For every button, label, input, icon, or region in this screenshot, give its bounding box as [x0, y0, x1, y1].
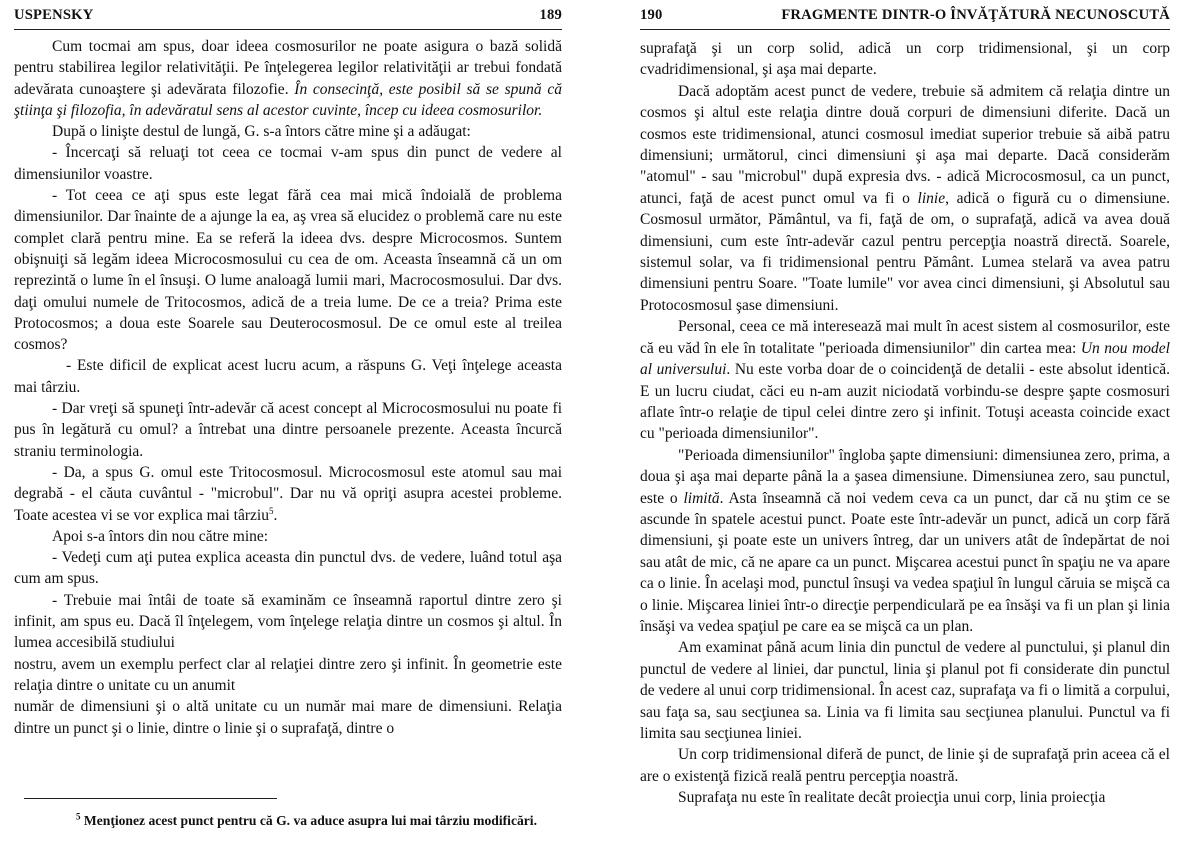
paragraph: - Încercaţi să reluaţi tot ceea ce tocmai v-am spus din punct de vedere al dimensiunilor voastre.: [14, 144, 562, 183]
paragraph: Un corp tridimensional diferă de punct, de linie şi de suprafaţă prin aceea că el are o existenţă fizică reală pentru percepţia noastră.: [640, 746, 1170, 785]
paragraph: Suprafaţa nu este în realitate decât proiecţia unui corp, linia proiecţia: [678, 789, 1106, 807]
header-rule: [14, 29, 562, 30]
header-rule: [640, 29, 1170, 30]
paragraph: - Dar vreţi să spuneţi într-adevăr că acest concept al Microcosmosului nu poate fi pus în legătură cu omul? a întrebat una dintre persoanele prezente. Aceasta încurcă straniu terminologia.: [14, 400, 562, 460]
paragraph: - Tot ceea ce aţi spus este legat fără cea mai mică îndoială de problema dimensiunilor. Dar înainte de a ajunge la ea, aş vrea să elucidez o problemă care nu este complet clară pentru mine. Ea se referă la ideea dvs. despre Microcosmos. Suntem obişnuiţi să legăm ideea Microcosmosului cu cea de om. Aceasta înseamnă că un om reprezintă o lume în el însuşi. O lume analoagă lumii mari, Macrocosmosului. Dar dvs. daţi omului numele de Tritocosmos, adică de a treia lume. De ce a treia? Prima este Protocosmos; a doua este Soarele sau Deuterocosmosul. De ce omul este al treilea cosmos?: [14, 187, 562, 354]
running-header: [14, 7, 562, 29]
footnote-marker: 5: [76, 811, 81, 822]
page-number: 189: [539, 7, 562, 23]
paragraph: suprafaţă şi un corp solid, adică un corp tridimensional, şi un corp cvadridimensional, şi aşa mai departe.: [640, 40, 1170, 79]
left-page: [14, 0, 562, 855]
page-number: 190: [640, 7, 663, 23]
paragraph: - Trebuie mai întâi de toate să examinăm ce înseamnă raportul dintre zero şi infinit, am spus eu. Dacă îl înţelegem, vom înţelege relaţia dintre un cosmos şi altul. În lumea accesibilă studiului: [14, 591, 562, 652]
running-title: FRAGMENTE DINTR-O ÎNVĂŢĂTURĂ NECUNOSCUTĂ: [781, 7, 1170, 23]
running-header: [640, 7, 1170, 29]
paragraph: - Este dificil de explicat acest lucru acum, a răspuns G. Veţi înţelege aceasta mai târziu.: [14, 357, 562, 396]
body-text: [640, 38, 1170, 809]
paragraph: Am examinat până acum linia din punctul de vedere al punctului, şi planul din punctul de vedere al liniei, dar punctul, linia şi planul pot fi considerate din punctul de vedere al unui corp tridimensional. În acest caz, suprafaţa va fi o limită a corpului, sau faţa sa, sau secţiunea sa. Linia va fi limita sau secţiunea planului. Punctul va fi limita sau secţiunea liniei.: [640, 639, 1170, 742]
footnote-separator: [24, 798, 277, 799]
paragraph: Cum tocmai am spus, doar ideea cosmosurilor ne poate asigura o bază solidă pentru stabilirea legilor relativităţii. Pe înţelegerea legilor relativităţii ar trebui fondată adevărata cunoaştere şi adevărata filozofie. În consecinţă, este posibil să se spună că ştiinţa şi filozofia, în adevăratul sens al acestor cuvinte, încep cu ideea cosmosurilor.: [14, 38, 562, 119]
body-text: [14, 36, 562, 739]
paragraph: - Vedeţi cum aţi putea explica aceasta din punctul dvs. de vedere, luând totul aşa cum am spus.: [14, 549, 562, 588]
paragraph: "Perioada dimensiunilor" îngloba şapte dimensiuni: dimensiunea zero, prima, a doua şi aşa mai departe până la a şasea dimensiune. Dimensiunea zero, sau punctul, este o limită. Asta înseamnă că noi vedem ceva ca un punct, dar că nu ştim ce se ascunde în spatele acestui punct. Poate este într-adevăr un punct, adică un corp fără dimensiuni, şi poate este un univers întreg, dar un univers atât de îndepărtat de noi sau atât de mic, că ne apare ca un punct. Mişcarea acestui punct în spaţiu ne va apare ca o linie. În acelaşi mod, punctul însuşi va vedea spaţiul în lungul căruia se mişcă ca o linie. Mişcarea liniei într-o direcţie perpendiculară pe ea însăşi va fi un plan şi linia însăşi va vedea spaţiul pe care ea se mişcă ca un plan.: [640, 446, 1170, 635]
paragraph: După o linişte destul de lungă, G. s-a întors către mine şi a adăugat:: [52, 123, 471, 141]
paragraph: Personal, ceea ce mă interesează mai mult în acest sistem al cosmosurilor, este că eu văd în ele în totalitate "perioada dimensiunilor" din cartea mea: Un nou model al universului. Nu este vorba doar de o coincidenţă de detalii - este absolut identică. E un lucru ciudat, căci eu n-am auzit niciodată vorbindu-se despre şapte cosmosuri aflate într-o relaţie de tipul celei dintre zero şi infinit. Totuşi aceasta coincide exact cu "perioada dimensiunilor".: [640, 318, 1170, 443]
paragraph: nostru, avem un exemplu perfect clar al relaţiei dintre zero şi infinit. În geometrie este relaţia dintre o unitate cu un anumit: [14, 655, 562, 694]
paragraph: Apoi s-a întors din nou către mine:: [52, 527, 269, 545]
footnote: $^5$ Menţionez acest punct pentru că G. va aduce asupra lui mai târziu modificări.: [76, 811, 537, 828]
right-page: [640, 0, 1170, 855]
paragraph: Dacă adoptăm acest punct de vedere, trebuie să admitem că relaţia dintre un cosmos şi altul este relaţia dintre două corpuri de dimensiuni diferite. Dacă un cosmos este tridimensional, atunci cosmosul imediat superior trebuie să aibă patru dimensiuni; următorul, cinci dimensiuni şi aşa mai departe. Dacă considerăm "atomul" - sau "microbul" după expresia dvs. - adică Microcosmosul, ca un punct, atunci, faţă de acest punct omul va fi o linie, adică o figură cu o dimensiune. Cosmosul următor, Pământul, va fi, faţă de om, o suprafaţă, adică va avea două dimensiuni, cum este într-adevăr cazul pentru percepţia noastră directă. Soarele, sistemul solar, va fi tridimensional pentru Pământ. Lumea stelară va avea patru dimensiuni pentru Soare. "Toate lumile" vor avea cinci dimensiuni, şi Absolutul sau Protocosmosul şase dimensiuni.: [640, 82, 1171, 314]
footnote-ref: 5: [268, 505, 274, 516]
paragraph: număr de dimensiuni şi o altă unitate cu un număr mai mare de dimensiuni. Relaţia dintre un punct şi o linie, dintre o linie şi o suprafaţă, dintre o: [14, 698, 562, 737]
paragraph: - Da, a spus G. omul este Tritocosmosul. Microcosmosul este atomul sau mai degrabă - el căuta cuvântul - "microbul". Dar nu vă opriţi asupra acestei probleme. Toate acestea vi se vor explica mai târziu$^5$.: [14, 463, 562, 524]
running-title: USPENSKY: [14, 7, 94, 23]
